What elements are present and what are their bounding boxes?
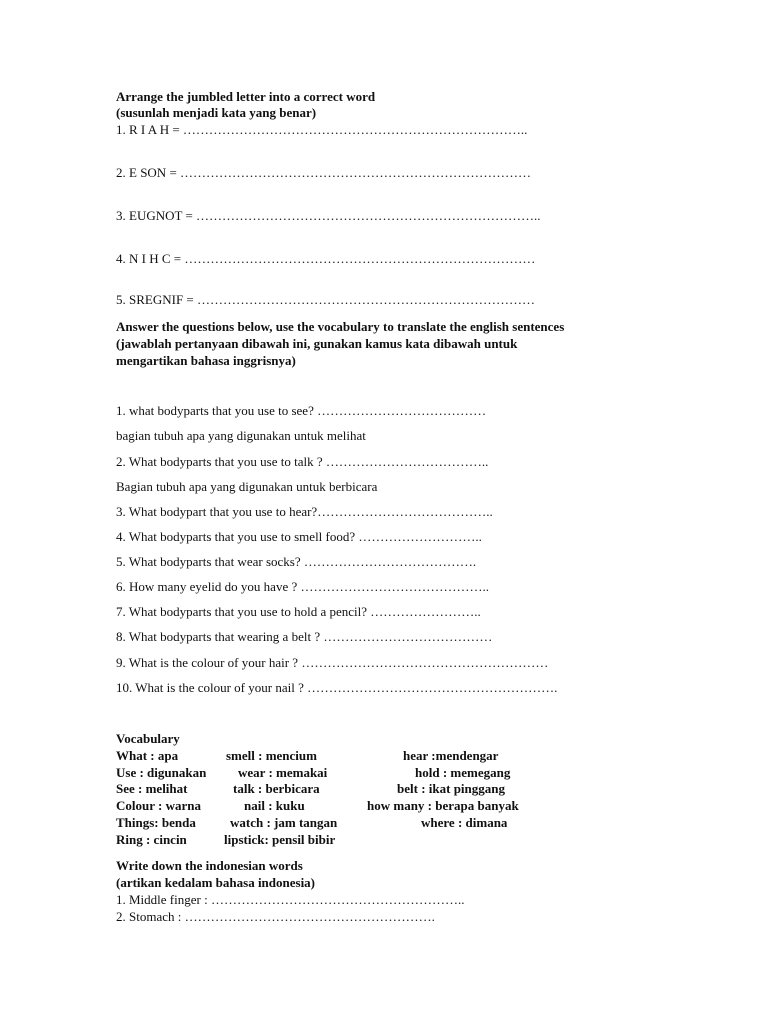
jumbled-item-5: 5. SREGNIF = …………………………………………………………………… [116,292,536,307]
question-10: 10. What is the colour of your nail ? …………………………………………………. [116,680,558,695]
vocab-entry: talk : berbicara [233,781,320,796]
vocab-entry: lipstick: pensil bibir [224,832,336,847]
vocab-entry: See : melihat [116,781,188,796]
question-7: 7. What bodyparts that you use to hold a pencil? …………………….. [116,604,481,619]
section1-title: Arrange the jumbled letter into a correct word [116,89,376,104]
section2-title-line-3: mengartikan bahasa inggrisnya) [116,353,296,368]
vocabulary-title: Vocabulary [116,731,180,746]
question-3: 3. What bodypart that you use to hear?………………………………….. [116,504,493,519]
question-2-translation: Bagian tubuh apa yang digunakan untuk berbicara [116,479,378,494]
vocab-entry: smell : mencium [226,748,317,763]
section1-subtitle: (susunlah menjadi kata yang benar) [116,105,317,120]
jumbled-item-3: 3. EUGNOT = …………………………………………………………………….. [116,208,541,223]
vocab-entry: watch : jam tangan [230,815,338,830]
question-9: 9. What is the colour of your hair ? ………………………………………………… [116,655,549,670]
vocab-entry: hold : memegang [415,765,511,780]
translate-item-1: 1. Middle finger : ………………………………………………….. [116,892,465,907]
jumbled-item-1: 1. R I A H = …………………………………………………………………….. [116,122,528,137]
jumbled-item-2: 2. E SON = ……………………………………………………………………… [116,165,532,180]
question-4: 4. What bodyparts that you use to smell food? ……………………….. [116,529,482,544]
section2-title-line-1: Answer the questions below, use the vocabulary to translate the english sentences [116,319,565,334]
translate-item-2: 2. Stomach : …………………………………………………. [116,909,435,924]
vocab-entry: Ring : cincin [116,832,187,847]
vocab-entry: nail : kuku [244,798,305,813]
vocab-entry: belt : ikat pinggang [397,781,505,796]
vocab-entry: What : apa [116,748,179,763]
question-1-translation: bagian tubuh apa yang digunakan untuk melihat [116,428,366,443]
section3-subtitle: (artikan kedalam bahasa indonesia) [116,875,316,890]
jumbled-item-4: 4. N I H C = ……………………………………………………………………… [116,251,536,266]
question-2: 2. What bodyparts that you use to talk ? ……………………………….. [116,454,489,469]
vocab-entry: wear : memakai [238,765,328,780]
vocab-entry: hear :mendengar [403,748,499,763]
vocab-entry: Use : digunakan [116,765,207,780]
section3-title: Write down the indonesian words [116,858,303,873]
vocab-entry: Things: benda [116,815,196,830]
section2-title-line-2: (jawablah pertanyaan dibawah ini, gunakan kamus kata dibawah untuk [116,336,518,351]
question-5: 5. What bodyparts that wear socks? …………………………………. [116,554,477,569]
vocab-entry: where : dimana [421,815,508,830]
vocab-entry: how many : berapa banyak [367,798,519,813]
question-1: 1. what bodyparts that you use to see? ………………………………… [116,403,487,418]
vocab-entry: Colour : warna [116,798,201,813]
question-6: 6. How many eyelid do you have ? …………………………………….. [116,579,489,594]
question-8: 8. What bodyparts that wearing a belt ? ………………………………… [116,629,493,644]
